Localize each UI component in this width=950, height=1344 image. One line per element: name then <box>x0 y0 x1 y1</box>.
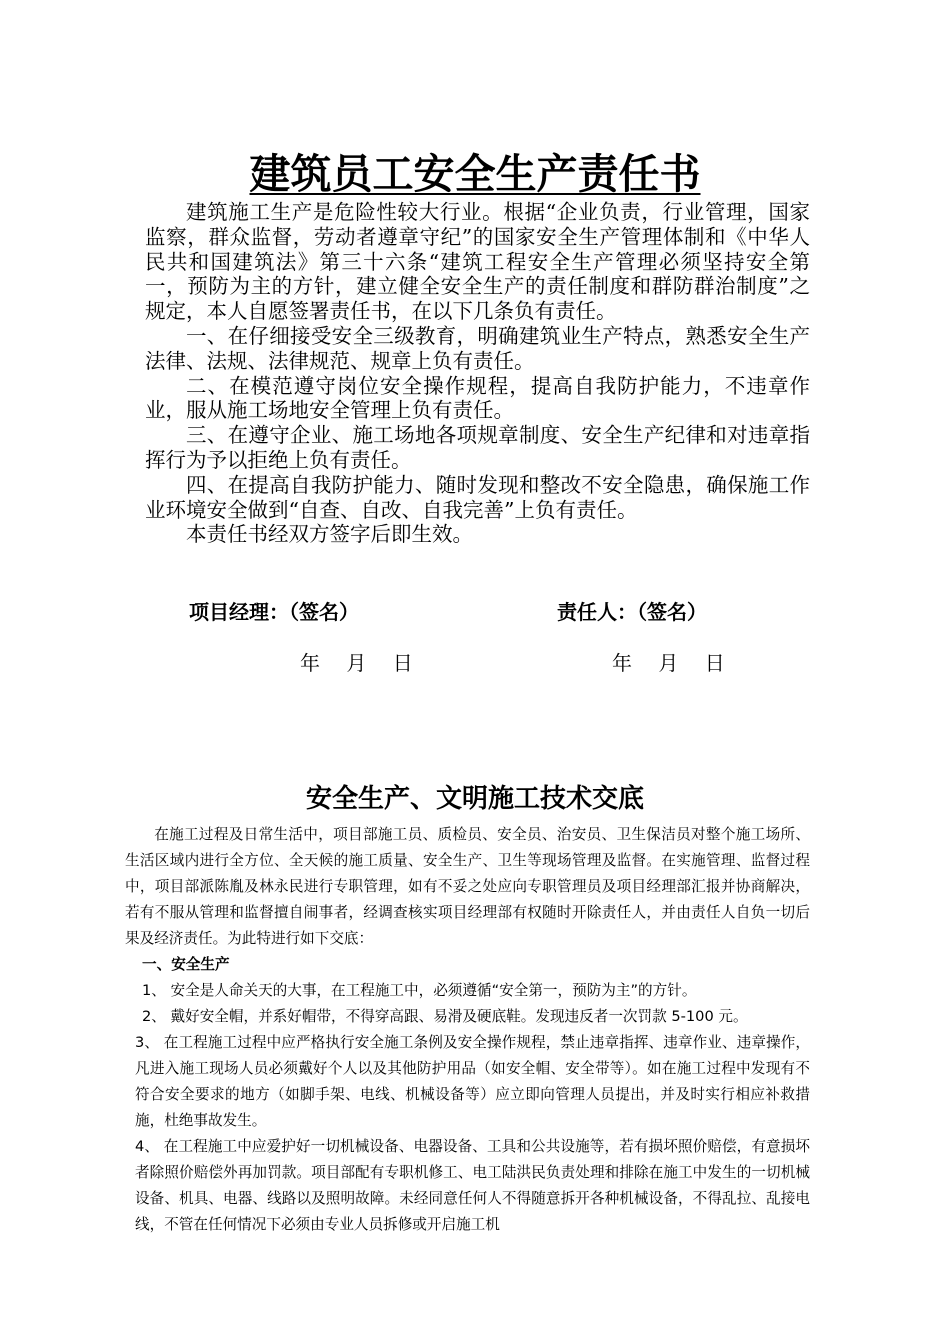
section-heading: 一、安全生产 <box>142 956 230 973</box>
list-item-1: 1、 安全是人命关天的大事，在工程施工中，必须遵循“安全第一，预防为主”的方针。 <box>142 982 697 999</box>
document-title <box>0 148 950 200</box>
clause-1: 一、在仔细接受安全三级教育，明确建筑业生产特点，熟悉安全生产法律、法规、法律规范、规章上负有责任。 <box>145 323 810 373</box>
date-line-manager: 年 月 日 <box>300 651 414 675</box>
responsibility-body <box>145 200 810 547</box>
intro-paragraph: 建筑施工生产是危险性较大行业。根据“企业负责，行业管理，国家监察，群众监督，劳动者遵章守纪”的国家安全生产管理体制和《中华人民共和国建筑法》第三十六条“建筑工程安全生产管理必须坚持安全第一，预防为主的方针，建立健全安全生产的责任制度和群防群治制度”之规定，本人自愿签署责任书，在以下几条负有责任。 <box>145 200 810 324</box>
briefing-body <box>125 822 810 1238</box>
briefing-title: 安全生产、文明施工技术交底 <box>305 784 644 814</box>
clause-3: 三、在遵守企业、施工场地各项规章制度、安全生产纪律和对违章指挥行为予以拒绝上负有责任。 <box>145 423 810 472</box>
list-item-3: 3、 在工程施工过程中应严格执行安全施工条例及安全操作规程，禁止违章指挥、违章作业、违章操作，凡进入施工现场人员必须戴好个人以及其他防护用品（如安全帽、安全带等）。如在施工过程中发现有不符合安全要求的地方（如脚手架、电线、机械设备等）应立即向管理人员提出，并及时实行相应补救措施，杜绝事故发生。 <box>135 1034 810 1129</box>
clause-2: 二、在模范遵守岗位安全操作规程，提高自我防护能力，不违章作业，服从施工场地安全管理上负有责任。 <box>145 373 810 423</box>
list-item-4: 4、 在工程施工中应爱护好一切机械设备、电器设备、工具和公共设施等，若有损坏照价赔偿，有意损坏者除照价赔偿外再加罚款。项目部配有专职机修工、电工陆洪民负责处理和排除在施工中发生的一切机械设备、机具、电器、线路以及照明故障。未经同意任何人不得随意拆开各种机械设备，不得乱拉、乱接电线，不管在任何情况下必须由专业人员拆修或开启施工机 <box>135 1138 810 1233</box>
list-item-2: 2、 戴好安全帽，并系好帽带，不得穿高跟、易滑及硬底鞋。发现违反者一次罚款 5-100 元。 <box>142 1008 748 1025</box>
effective-statement: 本责任书经双方签字后即生效。 <box>186 522 473 547</box>
title-text: 建筑员工安全生产责任书 <box>249 150 701 198</box>
signature-label-responsible: 责任人：（签名） <box>557 600 707 624</box>
date-line-responsible: 年 月 日 <box>612 651 726 675</box>
briefing-intro: 在施工过程及日常生活中，项目部施工员、质检员、安全员、治安员、卫生保洁员对整个施工场所、生活区域内进行全方位、全天候的施工质量、安全生产、卫生等现场管理及监督。在实施管理、监督过程中，项目部派陈胤及林永民进行专职管理，如有不妥之处应向专职管理员及项目经理部汇报并协商解决，若有不服从管理和监督擅自闹事者，经调查核实项目经理部有权随时开除责任人，并由责任人自负一切后果及经济责任。为此特进行如下交底： <box>125 826 810 947</box>
signature-label-manager: 项目经理：（签名） <box>189 600 359 624</box>
clause-4: 四、在提高自我防护能力、随时发现和整改不安全隐患，确保施工作业环境安全做到“自查、自改、自我完善”上负有责任。 <box>145 472 810 522</box>
